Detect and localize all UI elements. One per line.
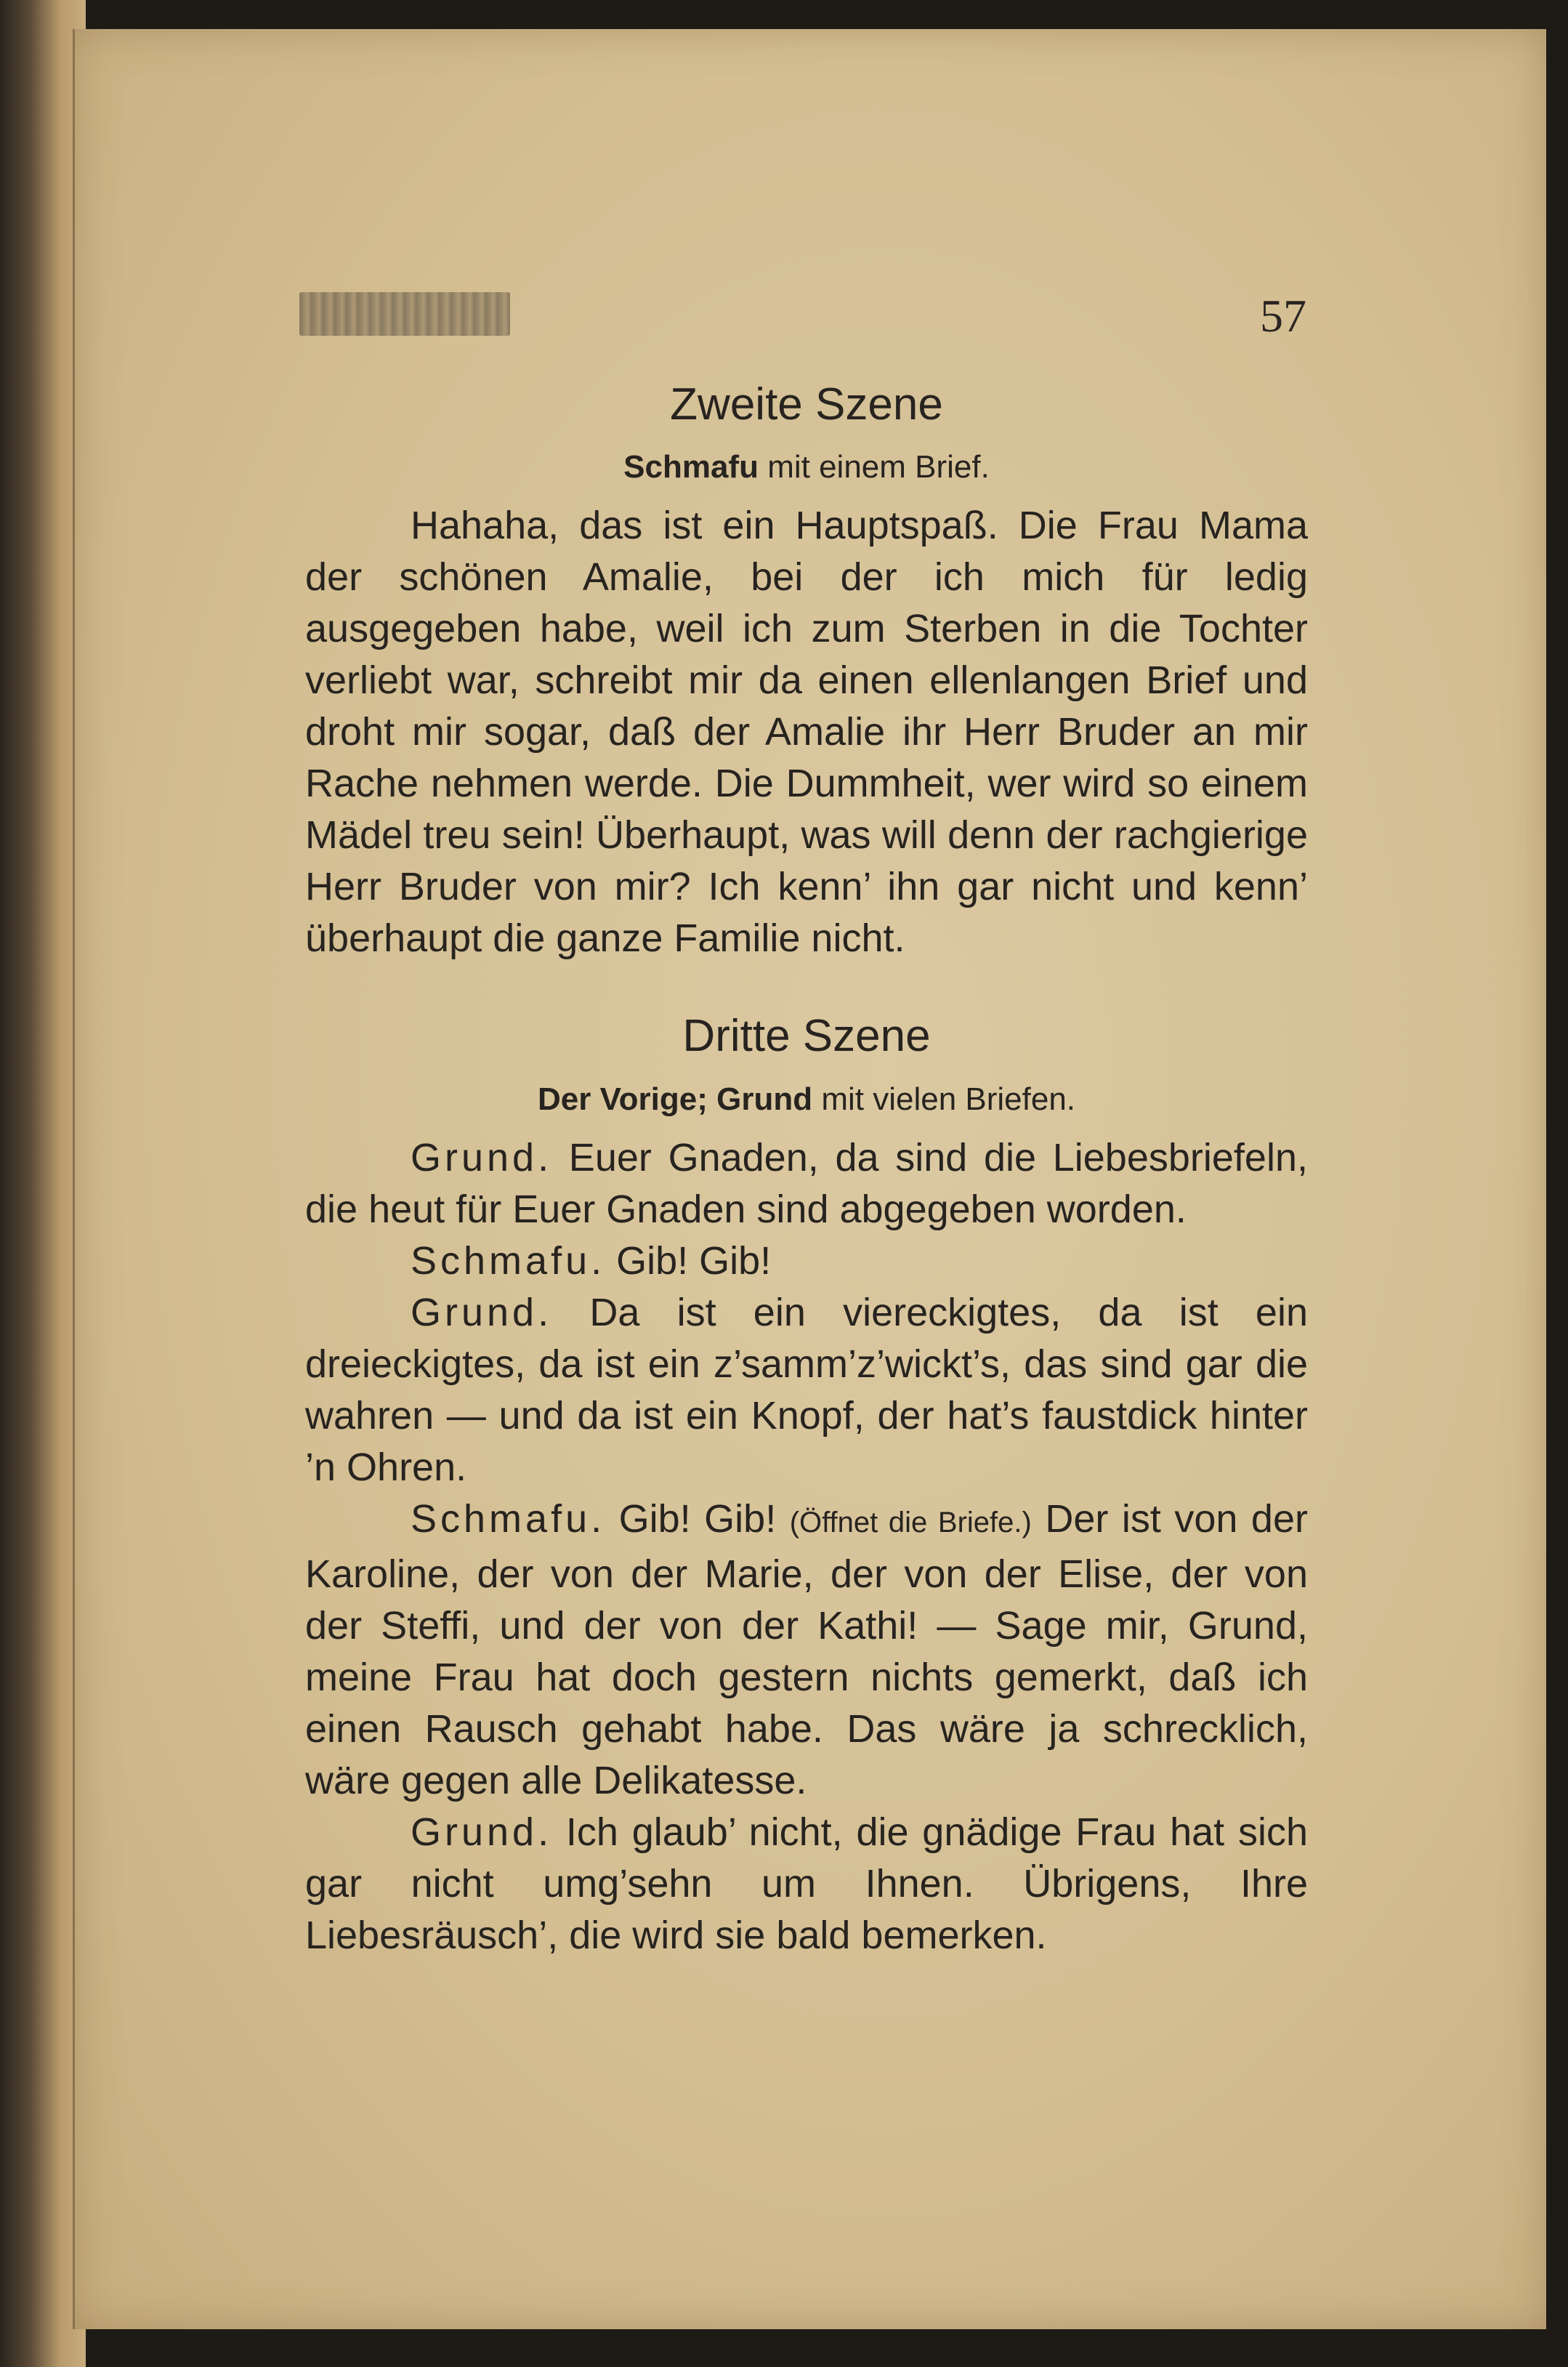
dialogue-text: Euer Gnaden, da sind die Liebesbriefeln, die heut für Euer Gnaden sind abgegeben worden. — [305, 1135, 1308, 1231]
dialogue-line — [305, 1287, 1308, 1493]
speaker-name: Grund. — [411, 1135, 553, 1180]
scene-two-monologue: Hahaha, das ist ein Hauptspaß. Die Frau Mama der schönen Amalie, bei der ich mich für ledig ausgegeben habe, weil ich zum Sterben in die Tochter verliebt war, schreibt mir da einen ellenlangen Brief und droht mir sogar, daß der Amalie ihr Herr Bruder an mir Rache nehmen werde. Die Dummheit, wer wird so einem Mädel treu sein! Überhaupt, was will denn der rachgierige Herr Bruder von mir? Ich kenn’ ihn gar nicht und kenn’ überhaupt die ganze Familie nicht. — [305, 504, 1308, 961]
stage-direction-rest: mit einem Brief. — [758, 449, 990, 485]
scene-three-title: Dritte Szene — [682, 1011, 931, 1062]
dialogue-text: Gib! Gib! — [605, 1496, 790, 1541]
running-header-smudge — [299, 292, 510, 336]
page-number: 57 — [1260, 290, 1306, 342]
speaker-name: Schmafu. — [411, 1238, 606, 1283]
speaker-name: Schmafu. — [411, 1496, 606, 1541]
stage-direction-name-2: Grund — [716, 1081, 813, 1117]
dialogue-text: Da ist ein viereckigtes, da ist ein dreieckigtes, da ist ein z’samm’z’wickt’s, das sind gar die wahren — und da ist ein Knopf, der hat’s faustdick hinter ’n Ohren. — [305, 1290, 1308, 1489]
dialogue-line — [305, 1807, 1308, 1961]
dialogue-text: Ich glaub’ nicht, die gnädige Frau hat sich gar nicht umg’sehn um Ihnen. Übrigens, Ihre Liebesräusch’, die wird sie bald bemerken. — [305, 1810, 1308, 1957]
dialogue-line — [305, 1493, 1308, 1807]
inline-stage-direction: (Öffnet die Briefe.) — [789, 1506, 1032, 1539]
scene-two-title: Zweite Szene — [670, 379, 943, 430]
dialogue-line — [305, 1235, 1308, 1287]
stage-direction-name: Schmafu — [623, 449, 759, 485]
scene-gap — [305, 964, 1308, 1009]
scene-three-stage-direction — [305, 1081, 1308, 1118]
page-content — [305, 378, 1308, 1961]
dialogue-text: Der ist von der Karoline, der von der Marie, der von der Elise, der von der Steffi, und der von der Kathi! — Sage mir, Grund, meine Frau hat doch gestern nichts gemerkt, daß ich einen Rausch gehabt habe. Das wäre ja schrecklich, wäre gegen alle Delikatesse. — [305, 1496, 1308, 1802]
speaker-name: Grund. — [411, 1290, 553, 1334]
dialogue-text: Gib! Gib! — [605, 1238, 772, 1283]
dialogue-line — [305, 1132, 1308, 1235]
stage-direction-rest: mit vielen Briefen. — [812, 1081, 1076, 1117]
scene-two-stage-direction — [305, 449, 1308, 485]
stage-direction-name-1: Der Vorige; — [537, 1081, 708, 1117]
speaker-name: Grund. — [411, 1810, 553, 1854]
